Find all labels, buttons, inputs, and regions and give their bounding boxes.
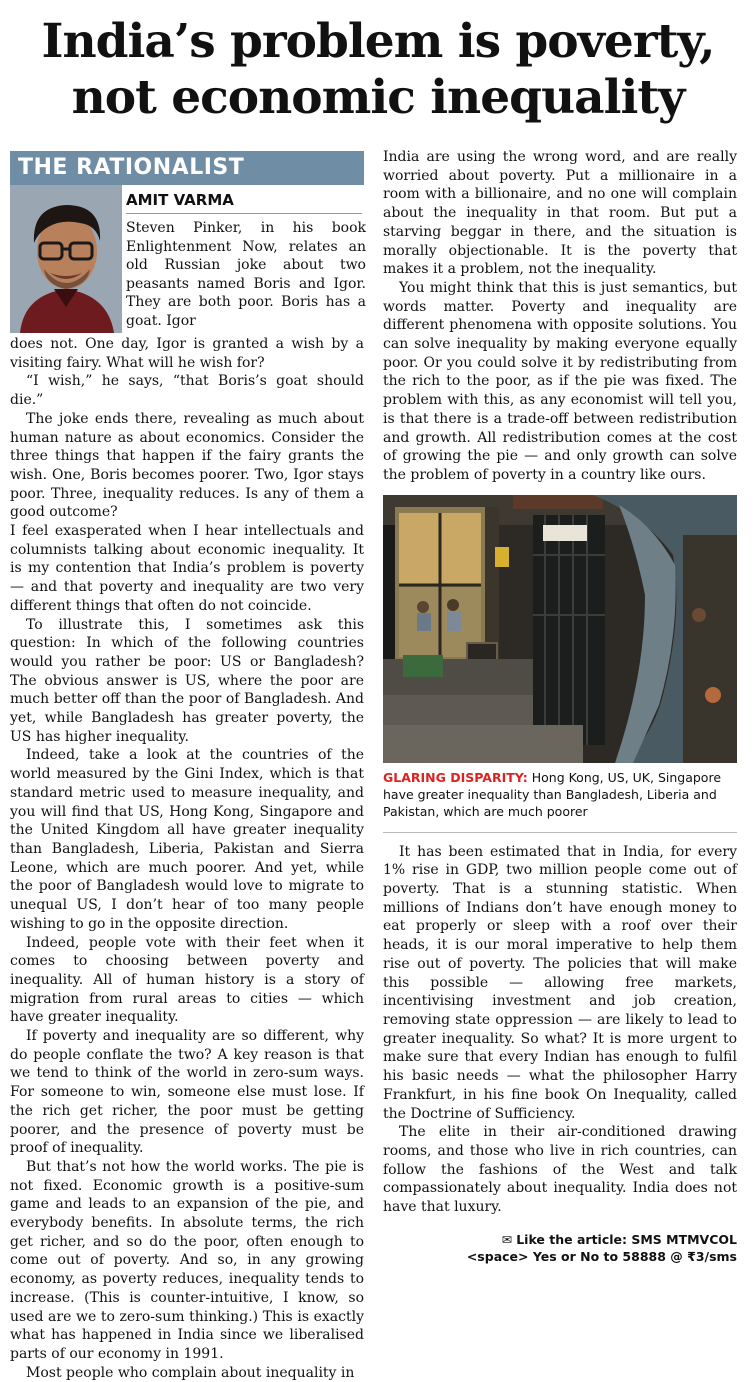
lead-paragraph: Steven Pinker, in his book Enlightenment Now, relates an old Russian joke about two peasants named Boris and Igor. They are both poor. Boris has a goat. Igor [126,220,366,329]
byline-block [10,185,364,335]
sms-feedback [383,1231,737,1265]
left-column [10,151,364,1382]
sms-line-2: <space> Yes or No to 58888 @ ₹3/sms [466,1248,737,1264]
body-paragraph: You might think that this is just semantics, but words matter. Poverty and inequality are different phenomena with opposite solutions. You can solve inequality by making everyone equally poor. Or you could solve it by redistributing from the rich to the poor, as if the pie was fixed. The problem with this, as any economist will tell you, is that there is a trade-off between redistribution and growth. All redistribution comes at the cost of growing the pie — and only growth can solve the problem of poverty in a country like ours. [383,279,737,483]
column-label: THE RATIONALIST [10,151,364,185]
body-paragraph: I feel exasperated when I hear intellectuals and columnists talking about economic inequality. It is my contention that India’s problem is poverty — and that poverty and inequality are two very different things that often do not coincide. [10,523,364,614]
body-paragraph: Most people who complain about inequality in [26,1364,355,1381]
body-paragraph: does not. One day, Igor is granted a wish by a visiting fairy. What will he wish for? [10,336,364,371]
headline-line-2: not economic inequality [71,70,685,125]
headline [0,14,756,126]
body-paragraph: If poverty and inequality are so different, why do people conflate the two? A key reason is that we tend to think of the world in zero-sum ways. For someone to win, someone else must lose. If the rich get richer, the poor must be getting poorer, and the presence of poverty must be proof of inequality. [10,1028,364,1157]
right-column [383,148,737,1265]
body-paragraph: It has been estimated that in India, for every 1% rise in GDP, two million people come out of poverty. That is a stunning statistic. When millions of Indians don’t have enough money to eat properly or sleep with a roof over their heads, it is our moral imperative to help them rise out of poverty. The policies that will make this possible — allowing free markets, incentivising investment and job creation, removing state oppression — are likely to lead to greater inequality. So what? It is more urgent to make sure that every Indian has enough to fulfil his basic needs — what the philosopher Harry Frankfurt, in his fine book On Inequality, called the Doctrine of Sufficiency. [383,843,737,1122]
body-paragraph: The elite in their air-conditioned drawing rooms, and those who live in rich countries, can follow the fashions of the West and talk compassionately about inequality. India does not have that luxury. [383,1124,737,1216]
body-paragraph: The joke ends there, revealing as much about human nature as about economics. Consider the three things that happen if the fairy grants the wish. One, Boris becomes poorer. Two, Igor stays poor. Three, inequality reduces. Is any of them a good outcome? [10,410,364,521]
body-paragraph: To illustrate this, I sometimes ask this question: In which of the following countries would you rather be poor: US or Bangladesh? The obvious answer is US, where the poor are much better off than the poor of Bangladesh. And yet, while Bangladesh has greater poverty, the US has higher inequality. [10,616,364,745]
sms-line-1: Like the article: SMS MTMVCOL [516,1231,737,1247]
headline-line-1: India’s problem is poverty, [41,14,715,69]
body-paragraph: Indeed, people vote with their feet when it comes to choosing between poverty and inequality. All of human history is a story of migration from rural areas to cities — which have greater inequality. [10,934,364,1026]
envelope-icon: ✉ [501,1231,513,1247]
author-name: AMIT VARMA [126,191,362,214]
caption-text: Hong Kong, US, UK, Singapore have greater inequality than Bangladesh, Liberia and Pakistan, which are much poorer [383,769,722,819]
caption-divider [383,832,737,833]
author-photo [10,185,122,333]
street-scene-photo [383,495,737,763]
body-paragraph: Indeed, take a look at the countries of the world measured by the Gini Index, which is that standard metric used to measure inequality, and you will find that US, Hong Kong, Singapore and the United Kingdom all have greater inequality than Bangladesh, Liberia, Pakistan and Sierra Leone, which are much poorer. And yet, while the poor of Bangladesh would love to migrate to unequal US, I don’t hear of too many people wishing to go in the opposite direction. [10,747,364,932]
photo-caption [383,769,737,820]
body-paragraph: But that’s not how the world works. The pie is not fixed. Economic growth is a positive-sum game and leads to an expansion of the pie, and everybody benefits. In absolute terms, the rich get richer, and so do the poor, often enough to come out of poverty. And so, in any growing economy, as poverty reduces, inequality tends to increase. (This is counter-intuitive, I know, so used are we to zero-sum thinking.) This is exactly what has happened in India since we liberalised parts of our economy in 1991. [10,1158,364,1362]
body-paragraph: “I wish,” he says, “that Boris’s goat should die.” [10,373,364,409]
caption-highlight: GLARING DISPARITY: [383,769,528,785]
body-paragraph: India are using the wrong word, and are really worried about poverty. Put a millionaire in a room with a billionaire, and no one will complain about the inequality in that room. But put a starving beggar in there, and the situation is morally objectionable. It is the poverty that makes it a problem, not the inequality. [383,149,737,278]
